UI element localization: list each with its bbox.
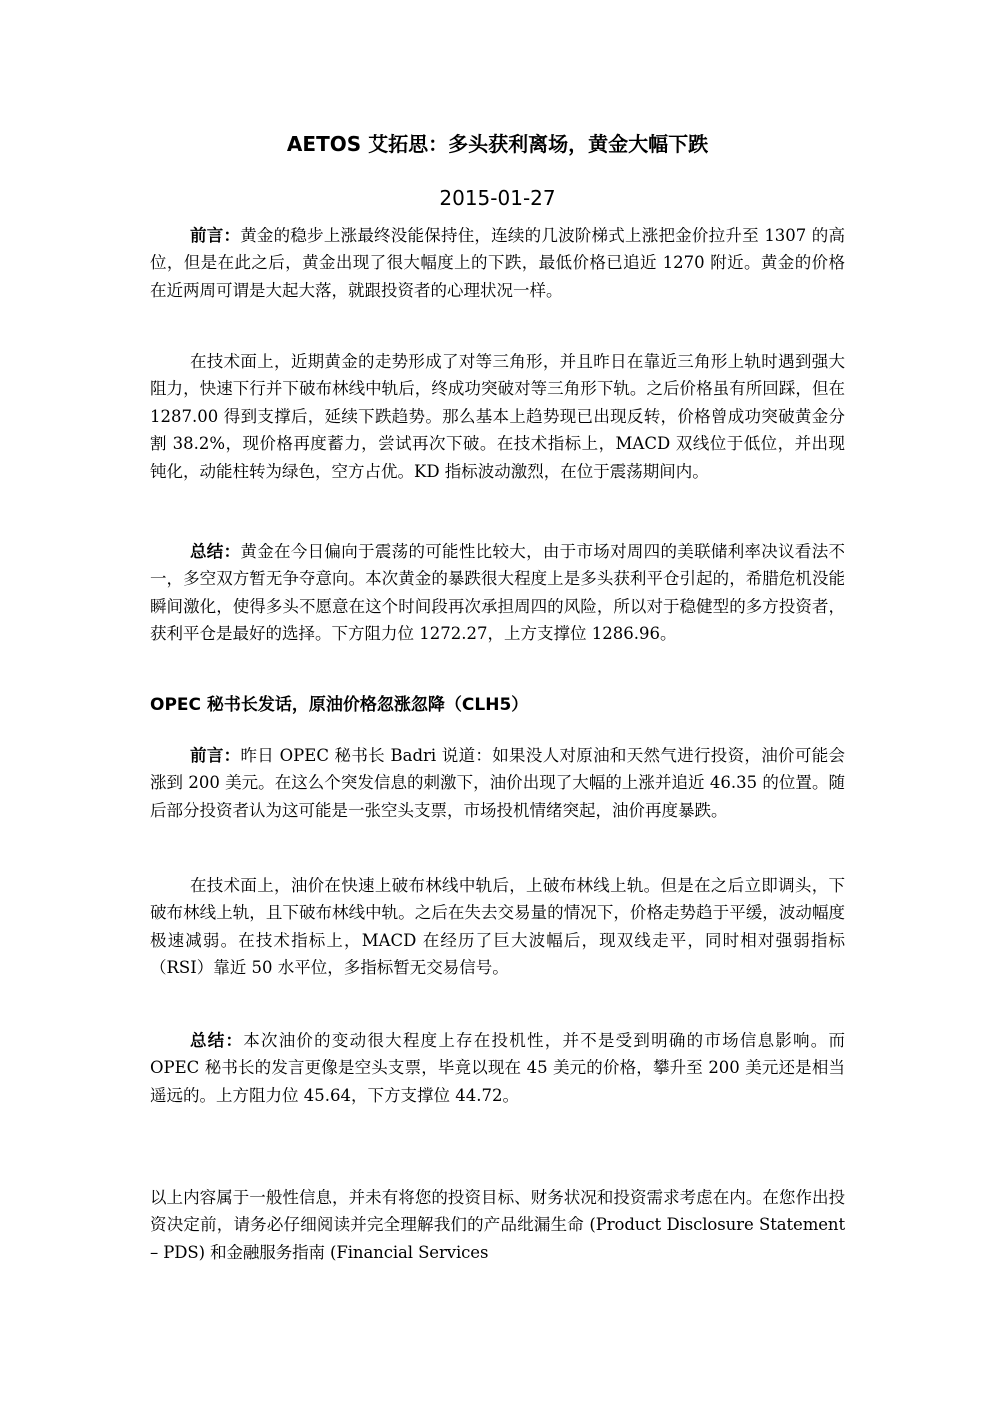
document-date: 2015-01-27 bbox=[439, 186, 556, 210]
oil-foreword-text: 昨日 OPEC 秘书长 Badri 说道：如果没人对原油和天然气进行投资，油价可能会涨到 200 美元。在这么个突发信息的刺激下，油价出现了大幅的上涨并追近 46.35 的位置。随后部分投资者认为这可能是一张空头支票，市场投机情绪突起，油价再度暴跌。 bbox=[150, 746, 846, 820]
oil-section-heading: OPEC 秘书长发话，原油价格忽涨忽降（CLH5） bbox=[150, 695, 529, 715]
oil-summary-label: 总结： bbox=[190, 1031, 244, 1050]
oil-technical-paragraph: 在技术面上，油价在快速上破布林线中轨后，上破布林线上轨。但是在之后立即调头，下破布林线上轨，且下破布林线中轨。之后在失去交易量的情况下，价格走势趋于平缓，波动幅度极速减弱。在技术指标上，MACD 在经历了巨大波幅后，现双线走平，同时相对强弱指标（RSI）靠近 50 水平位，多指标暂无交易信号。 bbox=[150, 876, 845, 978]
gold-summary-label: 总结： bbox=[190, 542, 241, 561]
document-title: AETOS 艾拓思：多头获利离场，黄金大幅下跌 bbox=[286, 132, 709, 156]
gold-foreword-text: 黄金的稳步上涨最终没能保持住，连续的几波阶梯式上涨把金价拉升至 1307 的高位，但是在此之后，黄金出现了很大幅度上的下跌，最低价格已追近 1270 附近。黄金的价格在近两周可谓是大起大落，就跟投资者的心理状况一样。 bbox=[150, 226, 846, 300]
oil-foreword-paragraph bbox=[150, 742, 845, 824]
gold-foreword-paragraph bbox=[150, 222, 845, 304]
gold-summary-text: 黄金在今日偏向于震荡的可能性比较大，由于市场对周四的美联储利率决议看法不一，多空双方暂无争夺意向。本次黄金的暴跌很大程度上是多头获利平仓引起的，希腊危机没能瞬间激化，使得多头不愿意在这个时间段再次承担周四的风险，所以对于稳健型的多方投资者，获利平仓是最好的选择。下方阻力位 1272.27，上方支撑位 1286.96。 bbox=[150, 542, 846, 644]
gold-foreword-label: 前言： bbox=[190, 226, 241, 245]
disclaimer-paragraph: 以上内容属于一般性信息，并未有将您的投资目标、财务状况和投资需求考虑在内。在您作出投资决定前，请务必仔细阅读并完全理解我们的产品纰漏生命 (Product Disclosure Statement – PDS) 和金融服务指南 (Financial Services bbox=[150, 1188, 845, 1262]
oil-summary-text: 本次油价的变动很大程度上存在投机性，并不是受到明确的市场信息影响。而 OPEC 秘书长的发言更像是空头支票，毕竟以现在 45 美元的价格，攀升至 200 美元还是相当遥远的。上方阻力位 45.64，下方支撑位 44.72。 bbox=[150, 1031, 846, 1105]
oil-foreword-label: 前言： bbox=[190, 746, 241, 765]
gold-technical-paragraph: 在技术面上，近期黄金的走势形成了对等三角形，并且昨日在靠近三角形上轨时遇到强大阻力，快速下行并下破布林线中轨后，终成功突破对等三角形下轨。之后价格虽有所回踩，但在 1287.00 得到支撑后，延续下跌趋势。那么基本上趋势现已出现反转，价格曾成功突破黄金分割 38.2%，现价格再度蓄力，尝试再次下破。在技术指标上，MACD 双线位于低位，并出现钝化，动能柱转为绿色，空方占优。KD 指标波动激烈，在位于震荡期间内。 bbox=[150, 352, 845, 481]
gold-summary-paragraph bbox=[150, 538, 845, 648]
oil-summary-paragraph bbox=[150, 1027, 845, 1109]
